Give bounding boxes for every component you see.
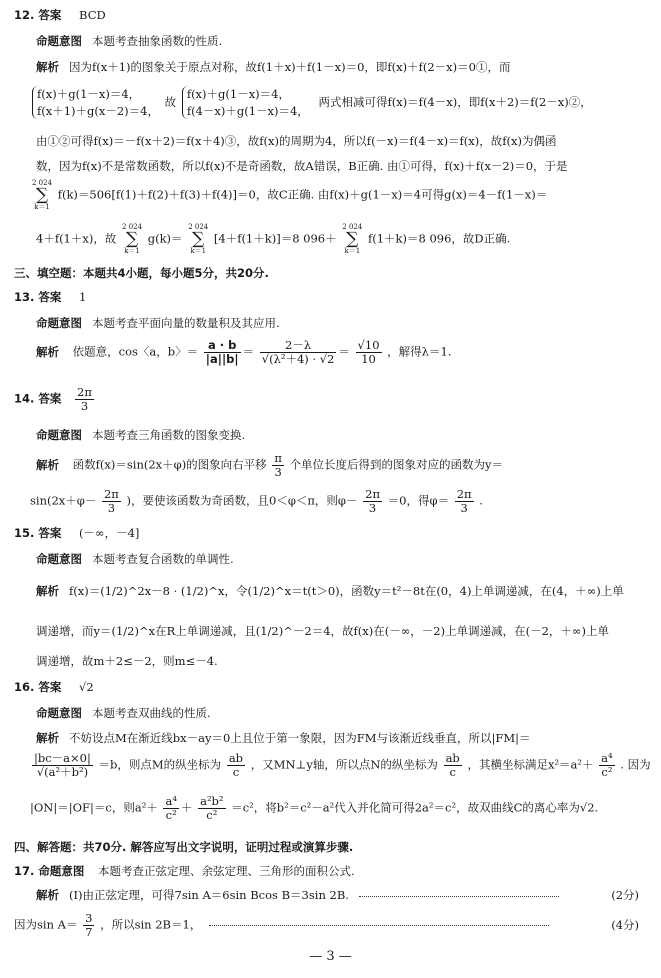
q13-fraction-2	[260, 339, 337, 366]
q17-fraction	[83, 912, 94, 939]
fraction-numerator: √10	[357, 338, 380, 352]
fraction-numerator: a⁴	[165, 794, 177, 808]
fraction-denominator: c²	[206, 808, 218, 823]
q14-frac-a	[102, 488, 121, 515]
q17-analysis-label: 解析	[36, 888, 59, 902]
q16-intent-label: 命题意图	[36, 706, 82, 720]
q16-analysis-line-1	[36, 731, 531, 747]
q14-intent	[36, 428, 245, 444]
q12-number-answer-label: 12. 答案	[14, 8, 62, 22]
q16-line-1: 不妨设点M在渐近线bx－ay＝0上且位于第一象限，因为FM与该渐近线垂直，所以|FM|＝	[69, 731, 531, 745]
q14-line-1b: 个单位长度后得到的图象对应的函数为y＝	[289, 457, 504, 472]
fraction-denominator: 10	[361, 352, 376, 367]
sum-upper-limit: 2 024	[32, 179, 53, 187]
leader-dots	[359, 896, 559, 897]
q12-line-6c: [4＋f(1＋k)]＝8 096＋	[213, 231, 337, 246]
q12-line-6d: f(1＋k)＝8 096，故D正确.	[367, 231, 511, 246]
fraction-denominator: 3	[368, 501, 377, 516]
fraction-numerator: a⁴	[601, 751, 613, 765]
q13-number-answer-label: 13. 答案	[14, 290, 62, 304]
fraction-denominator: 3	[460, 501, 468, 516]
q12-intent-label: 命题意图	[36, 34, 82, 48]
sum-upper-limit: 2 024	[122, 223, 143, 231]
q15-number-answer-label: 15. 答案	[14, 526, 62, 540]
sigma-icon: ∑	[125, 229, 139, 249]
q16-fraction-1	[32, 752, 93, 779]
q16-header	[14, 680, 94, 696]
sum-lower-limit: k＝1	[34, 203, 50, 211]
q17-line-1: (Ⅰ)由正弦定理，可得7sin A＝6sin Bcos B＝3sin 2B.	[69, 888, 349, 902]
page-number: — 3 —	[309, 949, 352, 964]
fraction-numerator: ab	[445, 751, 460, 765]
q17-analysis-line-1	[36, 888, 559, 904]
fraction-numerator: 3	[85, 911, 93, 925]
fraction-denominator: c	[232, 765, 240, 780]
q16-line-3a: |ON|＝|OF|＝c，则a²＋	[30, 800, 158, 815]
q13-intent-text: 本题考查平面向量的数量积及其应用.	[92, 316, 280, 330]
fraction-denominator: c	[449, 765, 456, 780]
q15-line-2: 调递增，而y＝(1/2)^x在R上单调递减，且(1/2)^－2＝4，故f(x)在(－∞，－2)上单调递减，在(－2，＋∞)上单	[36, 624, 609, 638]
leader-dots	[209, 925, 549, 926]
sum-upper-limit: 2 024	[188, 223, 209, 231]
fraction-denominator: 3	[80, 399, 89, 414]
fraction-denominator: 3	[107, 501, 116, 516]
q15-intent	[36, 552, 234, 568]
q17-number-intent-label: 17. 命题意图	[14, 864, 85, 878]
sigma-icon: ∑	[35, 185, 49, 205]
q13-analysis-pre: 依题意，cos〈a，b〉＝	[72, 344, 199, 359]
q16-intent-text: 本题考查双曲线的性质.	[92, 706, 211, 720]
fraction-denominator: c²	[601, 765, 613, 780]
q12-system-2	[182, 86, 309, 119]
q12-system-1-eq-b: f(x＋1)＋g(x－2)＝4，	[37, 103, 159, 118]
q15-answer: (－∞，－4]	[79, 526, 140, 540]
q13-header	[14, 290, 86, 306]
q17-line-2a: 因为sin A＝	[14, 917, 78, 932]
q12-system-1-eq-a: f(x)＋g(1－x)＝4，	[37, 87, 141, 101]
q12-sum-symbol-2	[122, 224, 142, 255]
q17-line-2b: ，所以sin 2B＝1，	[100, 917, 202, 932]
q15-line-1: f(x)＝(1/2)^2x－8 · (1/2)^x，令(1/2)^x＝t(t＞0)，函数y＝t²－8t在(0，4)上单调递减，在(4，＋∞)上单	[69, 584, 624, 598]
q17-points-2: (4分)	[611, 918, 639, 932]
q17-analysis-line-2	[14, 912, 549, 939]
q12-system-line	[32, 86, 592, 119]
section-4-heading: 四、解答题：共70分. 解答应写出文字说明，证明过程或演算步骤.	[14, 840, 354, 854]
fraction-denominator: 3	[274, 465, 282, 480]
q15-intent-text: 本题考查复合函数的单调性.	[92, 552, 234, 566]
fraction-denominator: |a||b|	[205, 352, 239, 367]
q13-intent-label: 命题意图	[36, 316, 82, 330]
section-3-heading: 三、填空题：本题共4小题，每小题5分，共20分.	[14, 266, 269, 280]
q15-line-3: 调递增，故m＋2≤－2，则m≤－4.	[36, 654, 218, 668]
fraction-numerator: 2π	[103, 487, 119, 501]
q13-intent	[36, 316, 280, 332]
q16-fraction-2	[227, 752, 245, 779]
q16-answer: √2	[79, 680, 94, 694]
q13-fraction-3	[356, 339, 382, 366]
q12-system-2-eq-a: f(x)＋g(1－x)＝4，	[186, 87, 290, 101]
q12-line-6a: 4＋f(1＋x)，故	[36, 231, 117, 246]
sum-lower-limit: k＝1	[124, 247, 140, 255]
q16-line-2d: . 因为	[620, 757, 651, 772]
sigma-icon: ∑	[192, 229, 205, 249]
q16-number-answer-label: 16. 答案	[14, 680, 62, 694]
q12-intent	[36, 34, 222, 50]
q12-system-connector: 故	[164, 94, 177, 109]
q12-system-2-eq-b: f(4－x)＋g(1－x)＝4，	[186, 103, 309, 118]
q16-fraction-3	[599, 752, 614, 779]
fraction-numerator: ab	[228, 751, 244, 765]
sigma-icon: ∑	[346, 229, 359, 249]
q12-line-6b: g(k)＝	[147, 231, 183, 246]
q17-points-1: (2分)	[611, 888, 639, 902]
q16-fraction-4	[163, 795, 178, 822]
fraction-numerator: a · b	[204, 339, 241, 353]
q17-header	[14, 864, 355, 880]
q15-analysis-label: 解析	[36, 584, 59, 598]
fraction-denominator: 7	[85, 925, 93, 940]
q12-line-5	[30, 180, 547, 211]
fraction-numerator: |bc－a×0|	[34, 751, 91, 765]
q14-analysis-line-2	[30, 488, 483, 515]
q12-sum-symbol-4	[342, 224, 362, 255]
q16-analysis-line-2	[30, 752, 651, 779]
fraction-denominator: c²	[165, 808, 177, 823]
q12-line-5-text: f(k)＝506[f(1)＋f(2)＋f(3)＋f(4)]＝0，故C正确. 由f(x)＋g(1－x)＝4可得g(x)＝4－f(1－x)＝	[57, 187, 548, 202]
q12-line-6	[36, 224, 510, 255]
q17-intent-text: 本题考查正弦定理、余弦定理、三角形的面积公式.	[98, 864, 355, 878]
q14-line-2b: )，要使该函数为奇函数，且0＜φ＜π，则φ－	[126, 493, 358, 508]
q13-analysis-post: ，解得λ＝1.	[387, 344, 452, 359]
q14-number-answer-label: 14. 答案	[14, 391, 62, 406]
fraction-numerator: 2π	[365, 487, 381, 501]
q12-header	[14, 8, 106, 24]
q13-analysis-label: 解析	[36, 344, 59, 359]
q16-line-3b: ＝c²，将b²＝c²－a²代入并化简可得2a²＝c²，故双曲线C的离心率为√2.	[231, 800, 599, 815]
fraction-numerator: 2π	[77, 385, 92, 399]
sum-lower-limit: k＝1	[190, 247, 207, 255]
q16-fraction-5	[198, 795, 225, 822]
q12-intent-text: 本题考查抽象函数的性质.	[92, 34, 223, 48]
q14-pi-over-3	[272, 452, 284, 479]
fraction-numerator: π	[274, 451, 282, 465]
q12-system-conclusion: 两式相减可得f(x)＝f(4－x)，即f(x＋2)＝f(2－x)②，	[318, 94, 592, 109]
q14-intent-label: 命题意图	[36, 428, 82, 442]
q16-analysis-line-3: |ON|＝|OF|＝c，则a²＋ $\frac{\text{a⁴}}{\text{c²}}$ ＋ $\frac{\text{a²b²}}{\text{c²}}$ ＝c²，将b²＝c²－a²代入并化简可得2a²＝c²，故双曲线C的离心率为√2.	[30, 794, 599, 823]
q14-frac-c	[455, 488, 474, 515]
q14-analysis-line-1	[36, 452, 503, 479]
q14-intent-text: 本题考查三角函数的图象变换.	[92, 428, 246, 442]
q16-intent	[36, 706, 211, 722]
fraction-denominator: √(a²＋b²)	[36, 765, 89, 780]
sum-upper-limit: 2 024	[342, 223, 363, 231]
q14-line-2a: sin(2x＋φ－	[30, 493, 97, 508]
q12-answer: BCD	[79, 8, 106, 22]
q12-sum-symbol-3	[188, 224, 208, 255]
q12-line-1: 因为f(x＋1)的图象关于原点对称，故f(1＋x)＋f(1－x)＝0，即f(x)＋f(2－x)＝0①，而	[69, 60, 511, 74]
fraction-numerator: 2π	[456, 487, 472, 501]
q15-analysis-line-1	[36, 584, 624, 600]
sum-lower-limit: k＝1	[344, 247, 361, 255]
q12-system-1	[32, 86, 159, 119]
fraction-numerator: 2－λ	[260, 339, 337, 353]
q16-line-2c: ，其横坐标满足x²＝a²＋	[467, 757, 594, 772]
q12-analysis-line-1	[36, 60, 510, 76]
q12-line-4: 数，因为f(x)不是常数函数，所以f(x)不是奇函数，故A错误，B正确. 由①可得，f(x)＋f(x－2)＝0，于是	[36, 159, 568, 173]
q12-analysis-label: 解析	[36, 60, 59, 74]
q14-line-2d: .	[479, 493, 483, 508]
q12-line-3: 由①②可得f(x)＝－f(x＋2)＝f(x＋4)③，故f(x)的周期为4，所以f(－x)＝f(4－x)＝f(x)，故f(x)为偶函	[36, 134, 557, 148]
q14-header	[14, 386, 96, 413]
q13-analysis: 解析 依题意，cos〈a，b〉＝ $\frac{a \cdot b}{|a||b|}$ ＝ $\frac{2-\lambda}{\text{√(λ²＋4) · √2}}$ ＝ $\frac{√10}{10}$ ，解得λ＝1.	[36, 338, 452, 367]
q14-analysis-label: 解析	[36, 457, 59, 472]
q14-frac-b	[363, 488, 382, 515]
q12-sum-symbol-1	[32, 180, 52, 211]
q13-fraction-1	[204, 339, 241, 366]
q14-line-2c: ＝0，得φ＝	[387, 493, 450, 508]
q16-line-2b: ，又MN⊥y轴，所以点N的纵坐标为	[250, 757, 438, 772]
q16-analysis-label: 解析	[36, 731, 59, 745]
q15-intent-label: 命题意图	[36, 552, 82, 566]
q14-answer	[75, 386, 94, 413]
q15-header	[14, 526, 139, 542]
q16-fraction-2b	[444, 752, 462, 779]
fraction-numerator: a²b²	[200, 794, 224, 808]
q14-line-1a: 函数f(x)＝sin(2x＋φ)的图象向右平移	[72, 457, 267, 472]
fraction-denominator: √(λ²＋4) · √2	[261, 352, 335, 367]
q13-answer: 1	[79, 290, 87, 304]
q16-line-2a: ＝b，则点M的纵坐标为	[98, 757, 222, 772]
